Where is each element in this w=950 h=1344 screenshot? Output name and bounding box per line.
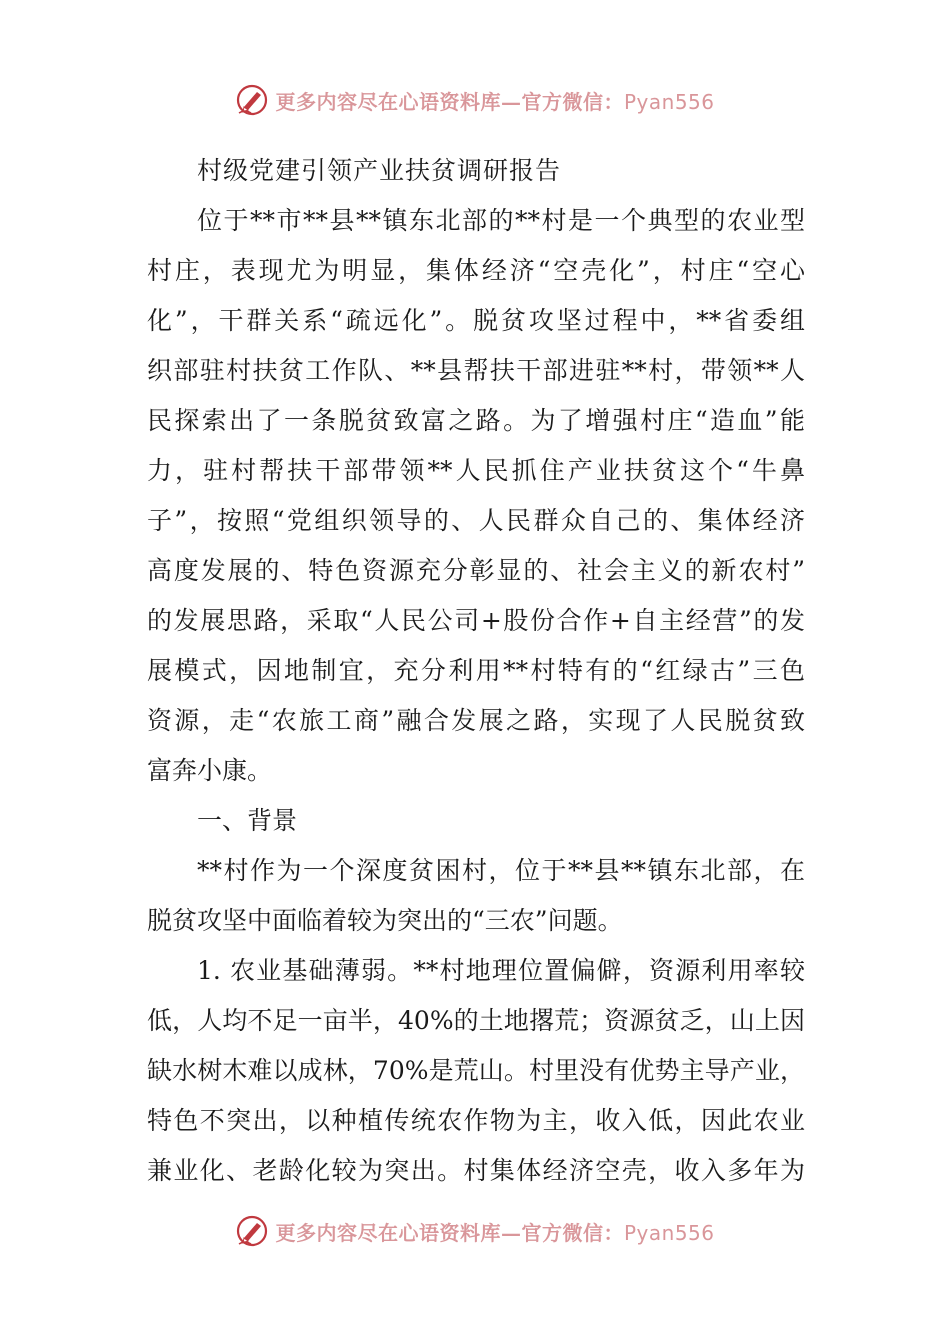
paragraph-agriculture	[147, 946, 805, 1196]
text-line: 缺水树木难以成林，70%是荒山。村里没有优势主导产业，	[147, 1056, 805, 1085]
text-line: 资源，走“农旅工商”融合发展之路，实现了人民脱贫致	[147, 706, 805, 735]
text-line: 富奔小康。	[147, 756, 273, 785]
text-line: 低，人均不足一亩半，40%的土地撂荒；资源贫乏，山上因	[147, 1006, 805, 1035]
text-line: 村庄，表现尤为明显，集体经济“空壳化”，村庄“空心	[147, 256, 805, 285]
watermark-text: 更多内容尽在心语资料库—官方微信：Pyan556	[275, 1220, 715, 1245]
text-line: 化”，干群关系“疏远化”。脱贫攻坚过程中，**省委组	[147, 306, 805, 335]
text-line: 展模式，因地制宜，充分利用**村特有的“红绿古”三色	[147, 656, 805, 685]
paragraph-intro	[147, 196, 805, 796]
text-line: **村作为一个深度贫困村，位于**县**镇东北部，在	[197, 856, 805, 885]
paragraph-background	[147, 846, 805, 946]
text-line: 民探索出了一条脱贫致富之路。为了增强村庄“造血”能	[147, 406, 805, 435]
watermark-banner-top	[0, 80, 950, 120]
text-line: 1. 农业基础薄弱。**村地理位置偏僻，资源利用率较	[197, 956, 805, 985]
text-line: 位于**市**县**镇东北部的**村是一个典型的农业型	[197, 206, 805, 235]
text-line: 子”，按照“党组织领导的、人民群众自己的、集体经济	[147, 506, 805, 535]
watermark-banner-bottom	[0, 1211, 950, 1251]
text-line: 力，驻村帮扶干部带领**人民抓住产业扶贫这个“牛鼻	[147, 456, 805, 485]
text-line: 脱贫攻坚中面临着较为突出的“三农”问题。	[147, 906, 623, 935]
text-line: 高度发展的、特色资源充分彰显的、社会主义的新农村”	[147, 556, 805, 585]
text-line: 的发展思路，采取“人民公司+股份合作+自主经营”的发	[147, 606, 805, 635]
pen-logo-icon	[235, 83, 269, 117]
document-title: 村级党建引领产业扶贫调研报告	[197, 156, 562, 185]
section-heading: 一、背景	[197, 806, 298, 835]
watermark-text: 更多内容尽在心语资料库—官方微信：Pyan556	[275, 89, 715, 114]
text-line: 兼业化、老龄化较为突出。村集体经济空壳，收入多年为	[147, 1156, 805, 1185]
pen-logo-icon	[235, 1214, 269, 1248]
document-body	[147, 146, 805, 1196]
text-line: 织部驻村扶贫工作队、**县帮扶干部进驻**村，带领**人	[147, 356, 805, 385]
text-line: 特色不突出，以种植传统农作物为主，收入低，因此农业	[147, 1106, 805, 1135]
